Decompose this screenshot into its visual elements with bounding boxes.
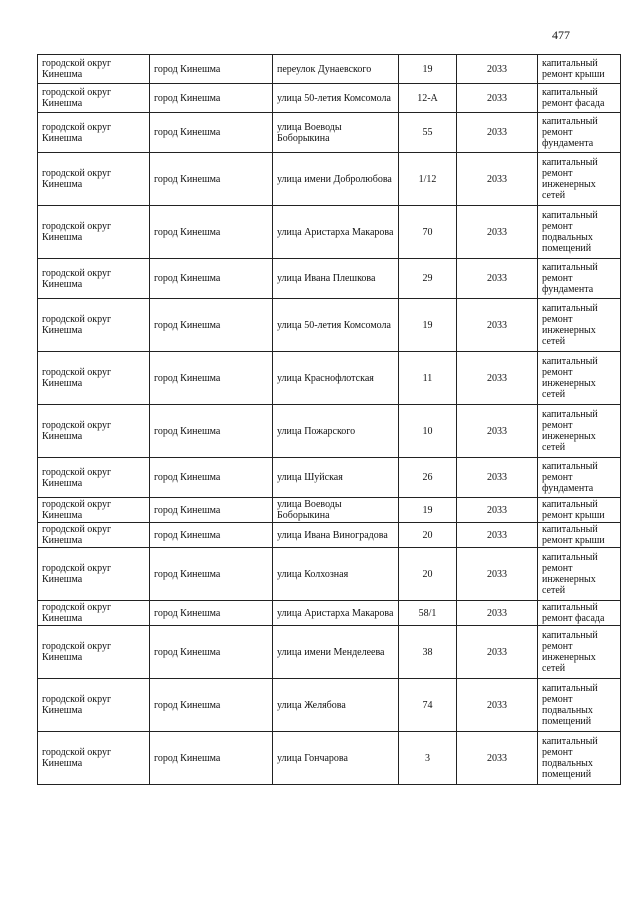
- street-cell: улица Воеводы Боборыкина: [273, 113, 399, 153]
- street-cell: улица Аристарха Макарова: [273, 601, 399, 626]
- year-cell: 2033: [457, 523, 538, 548]
- table-row: [38, 206, 621, 259]
- house-cell: 1/12: [399, 153, 457, 206]
- city-cell: город Кинешма: [150, 523, 273, 548]
- house-cell: 55: [399, 113, 457, 153]
- work-cell: капитальный ремонт крыши: [538, 498, 621, 523]
- house-cell: 20: [399, 548, 457, 601]
- district-cell: городской округ Кинешма: [38, 299, 150, 352]
- table-row: [38, 498, 621, 523]
- city-cell: город Кинешма: [150, 299, 273, 352]
- table-row: [38, 55, 621, 84]
- table-row: [38, 259, 621, 299]
- work-cell: капитальный ремонт инженерных сетей: [538, 299, 621, 352]
- table-row: [38, 601, 621, 626]
- street-cell: улица Колхозная: [273, 548, 399, 601]
- street-cell: улица Шуйская: [273, 458, 399, 498]
- city-cell: город Кинешма: [150, 405, 273, 458]
- district-cell: городской округ Кинешма: [38, 458, 150, 498]
- street-cell: улица Желябова: [273, 679, 399, 732]
- district-cell: городской округ Кинешма: [38, 548, 150, 601]
- year-cell: 2033: [457, 352, 538, 405]
- year-cell: 2033: [457, 299, 538, 352]
- table-row: [38, 405, 621, 458]
- work-cell: капитальный ремонт инженерных сетей: [538, 548, 621, 601]
- table-row: [38, 113, 621, 153]
- street-cell: улица Воеводы Боборыкина: [273, 498, 399, 523]
- table-row: [38, 84, 621, 113]
- house-cell: 11: [399, 352, 457, 405]
- city-cell: город Кинешма: [150, 259, 273, 299]
- table-row: [38, 732, 621, 785]
- city-cell: город Кинешма: [150, 55, 273, 84]
- district-cell: городской округ Кинешма: [38, 259, 150, 299]
- city-cell: город Кинешма: [150, 206, 273, 259]
- city-cell: город Кинешма: [150, 458, 273, 498]
- work-cell: капитальный ремонт фундамента: [538, 458, 621, 498]
- district-cell: городской округ Кинешма: [38, 523, 150, 548]
- city-cell: город Кинешма: [150, 732, 273, 785]
- table-row: [38, 153, 621, 206]
- house-cell: 74: [399, 679, 457, 732]
- street-cell: переулок Дунаевского: [273, 55, 399, 84]
- city-cell: город Кинешма: [150, 679, 273, 732]
- work-cell: капитальный ремонт крыши: [538, 523, 621, 548]
- work-cell: капитальный ремонт инженерных сетей: [538, 153, 621, 206]
- district-cell: городской округ Кинешма: [38, 601, 150, 626]
- city-cell: город Кинешма: [150, 113, 273, 153]
- year-cell: 2033: [457, 153, 538, 206]
- house-cell: 10: [399, 405, 457, 458]
- year-cell: 2033: [457, 259, 538, 299]
- work-cell: капитальный ремонт крыши: [538, 55, 621, 84]
- year-cell: 2033: [457, 206, 538, 259]
- house-cell: 19: [399, 55, 457, 84]
- year-cell: 2033: [457, 458, 538, 498]
- street-cell: улица Гончарова: [273, 732, 399, 785]
- street-cell: улица Ивана Виноградова: [273, 523, 399, 548]
- city-cell: город Кинешма: [150, 84, 273, 113]
- district-cell: городской округ Кинешма: [38, 113, 150, 153]
- page-number: 477: [552, 28, 570, 42]
- district-cell: городской округ Кинешма: [38, 153, 150, 206]
- district-cell: городской округ Кинешма: [38, 206, 150, 259]
- city-cell: город Кинешма: [150, 601, 273, 626]
- street-cell: улица 50-летия Комсомола: [273, 84, 399, 113]
- table-row: [38, 548, 621, 601]
- district-cell: городской округ Кинешма: [38, 626, 150, 679]
- table-row: [38, 458, 621, 498]
- district-cell: городской округ Кинешма: [38, 679, 150, 732]
- year-cell: 2033: [457, 679, 538, 732]
- district-cell: городской округ Кинешма: [38, 405, 150, 458]
- house-cell: 26: [399, 458, 457, 498]
- city-cell: город Кинешма: [150, 498, 273, 523]
- district-cell: городской округ Кинешма: [38, 84, 150, 113]
- district-cell: городской округ Кинешма: [38, 352, 150, 405]
- house-cell: 58/1: [399, 601, 457, 626]
- work-cell: капитальный ремонт инженерных сетей: [538, 405, 621, 458]
- city-cell: город Кинешма: [150, 352, 273, 405]
- work-cell: капитальный ремонт фасада: [538, 601, 621, 626]
- table-row: [38, 523, 621, 548]
- house-cell: 19: [399, 498, 457, 523]
- street-cell: улица Аристарха Макарова: [273, 206, 399, 259]
- work-cell: капитальный ремонт инженерных сетей: [538, 352, 621, 405]
- work-cell: капитальный ремонт подвальных помещений: [538, 206, 621, 259]
- house-cell: 38: [399, 626, 457, 679]
- house-cell: 70: [399, 206, 457, 259]
- street-cell: улица 50-летия Комсомола: [273, 299, 399, 352]
- house-cell: 12-А: [399, 84, 457, 113]
- street-cell: улица Ивана Плешкова: [273, 259, 399, 299]
- work-cell: капитальный ремонт фундамента: [538, 113, 621, 153]
- work-cell: капитальный ремонт подвальных помещений: [538, 732, 621, 785]
- work-cell: капитальный ремонт фундамента: [538, 259, 621, 299]
- district-cell: городской округ Кинешма: [38, 498, 150, 523]
- district-cell: городской округ Кинешма: [38, 732, 150, 785]
- year-cell: 2033: [457, 84, 538, 113]
- district-cell: городской округ Кинешма: [38, 55, 150, 84]
- city-cell: город Кинешма: [150, 626, 273, 679]
- work-cell: капитальный ремонт инженерных сетей: [538, 626, 621, 679]
- street-cell: улица имени Менделеева: [273, 626, 399, 679]
- work-cell: капитальный ремонт фасада: [538, 84, 621, 113]
- year-cell: 2033: [457, 601, 538, 626]
- year-cell: 2033: [457, 548, 538, 601]
- table-row: [38, 626, 621, 679]
- year-cell: 2033: [457, 498, 538, 523]
- year-cell: 2033: [457, 626, 538, 679]
- year-cell: 2033: [457, 732, 538, 785]
- year-cell: 2033: [457, 405, 538, 458]
- house-cell: 29: [399, 259, 457, 299]
- street-cell: улица имени Добролюбова: [273, 153, 399, 206]
- year-cell: 2033: [457, 113, 538, 153]
- house-cell: 20: [399, 523, 457, 548]
- work-cell: капитальный ремонт подвальных помещений: [538, 679, 621, 732]
- house-cell: 3: [399, 732, 457, 785]
- repair-registry-table: [37, 54, 621, 785]
- year-cell: 2033: [457, 55, 538, 84]
- street-cell: улица Пожарского: [273, 405, 399, 458]
- house-cell: 19: [399, 299, 457, 352]
- table-row: [38, 352, 621, 405]
- table-row: [38, 299, 621, 352]
- table-row: [38, 679, 621, 732]
- street-cell: улица Краснофлотская: [273, 352, 399, 405]
- city-cell: город Кинешма: [150, 153, 273, 206]
- city-cell: город Кинешма: [150, 548, 273, 601]
